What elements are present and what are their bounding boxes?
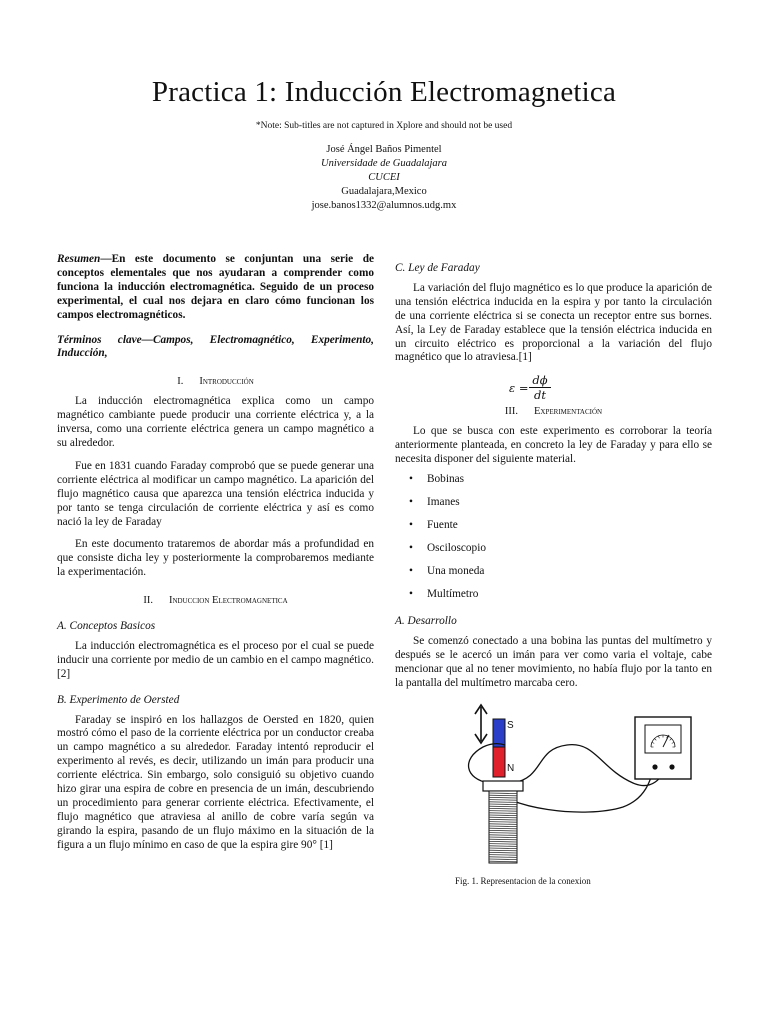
equation-fraction [529,373,551,402]
figure-caption: Fig. 1. Representacion de la conexion [455,876,591,887]
section-heading-1: I. Introducción [177,376,254,388]
conceptos-paragraph: La inducción electromagnética es el proceso por el cual se puede inducir una corriente por medio de un cambio en el campo magnético. [2] [57,639,374,680]
magnet-s-label: S [507,719,514,731]
abstract [57,253,374,323]
list-item: • Imanes [409,495,460,508]
subsection-heading-a: A. Conceptos Basicos [57,620,156,633]
section-heading-2: II. Induccion Electromagnetica [143,595,288,607]
faraday-paragraph: La variación del flujo magnético es lo que produce la aparición de una tensión eléctrica inducida en la espira y por tanto la circulación de una corriente eléctrica si se conecta un receptor entre sus bornes. Así, la Ley de Faraday establece que la tensión eléctrica inducida en un circuito eléctrico es proporcional a la variación del flujo magnético que lo atraviesa.[1] [395,281,712,364]
author-block [0,143,768,213]
affiliation-center: CUCEI [368,172,400,183]
intro-paragraph-1: La inducción electromagnética explica como un campo magnético cambiante puede producir una corriente eléctrica y, a la inversa, como una corriente eléctrica genera un campo magnético a su alrededor. [57,395,374,449]
left-column [57,253,374,853]
subsection-heading-desarrollo: A. Desarrollo [395,614,457,627]
list-item: • Fuente [409,518,458,531]
equation-lhs: ε = [509,381,529,396]
keywords-label: Términos clave [57,333,142,346]
abstract-label: Resumen [57,253,101,265]
right-column [395,262,712,887]
abstract-text: —En este documento se conjuntan una serie de conceptos elementales que nos ayudaran a comprender como funciona la inducción electromagnética. Seguido de un proceso experimental, el cual nos dejara en claro cómo funcionan los campos electromagnéticos. [57,253,374,321]
intro-paragraph-3: En este documento trataremos de abordar más a profundidad en que consiste dicha ley y posteriormente la comprobaremos mediante la experimentación. [57,538,374,579]
paper-title: Practica 1: Inducción Electromagnetica [151,76,617,108]
magnet-north-pole [493,747,505,777]
subsection-heading-b: B. Experimento de Oersted [57,693,180,706]
multimeter-icon [635,717,691,779]
motion-arrow-icon [475,705,487,743]
author-name: José Ángel Baños Pimentel [326,144,442,155]
magnet-n-label: N [507,762,515,774]
figure-connection-diagram [455,699,695,887]
subtitle-note: *Note: Sub-titles are not captured in Xplore and should not be used [255,121,513,131]
subsection-heading-c: C. Ley de Faraday [395,262,480,274]
section-heading-3: III. Experimentación [504,406,603,418]
desarrollo-paragraph: Se comenzó conectado a una bobina las puntas del multímetro y después se le acercó un imán para ver como varia el voltaje, cabe mencionar que al no tener movimiento, no había flujo por la tanto en la pantalla del multímetro marcaba cero. [395,634,712,689]
author-email: jose.banos1332@alumnos.udg.mx [311,200,457,211]
magnet-south-pole [493,719,505,747]
connection-diagram [455,699,695,867]
list-item: • Una moneda [409,564,485,577]
author-location: Guadalajara,Mexico [341,186,427,197]
oersted-paragraph: Faraday se inspiró en los hallazgos de Oersted en 1820, quien mostró cómo el paso de la corriente eléctrica por un conductor creaba un campo magnético a su alrededor. Faraday intentó reproducir el experimento al revés, es decir, utilizando un imán para producir una corriente eléctrica. Sin embargo, solo consiguió su objetivo cuando hizo girar una espira de cobre en presencia de un imán, descubriendo un procedimiento para generar corriente eléctrica. Efectivamente, el flujo magnético que atraviesa al anillo de cobre varía según va girando la espira, pasando de un flujo máximo en la situación de la figura a un flujo mínimo en caso de que la espira gire 90° [1] [57,713,374,851]
list-item: • Osciloscopio [409,541,486,554]
keywords-text: —Campos, Electromagnético, Experimento, Inducción, [57,333,375,360]
coil-cap [483,781,523,791]
equation-numerator: dϕ [529,373,551,388]
faraday-equation [395,373,712,403]
keywords [57,334,374,362]
intro-paragraph-2: Fue en 1831 cuando Faraday comprobó que se puede generar una corriente eléctrica al modificar un campo magnético. La aparición del flujo magnético causa que aparezca una tensión eléctrica inducida y por tanto se tenga circulación de corriente eléctrica y así es como nació la ley de Faraday [57,459,374,528]
affiliation-university: Universidade de Guadalajara [321,158,447,169]
materials-list [395,473,712,611]
experiment-paragraph: Lo que se busca con este experimento es corroborar la teoría anteriormente planteada, en concreto la ley de Faraday y para ello se necesita disponer del siguiente material. [395,425,712,466]
coil-body [489,791,517,863]
list-item: • Bobinas [409,472,465,485]
list-item: • Multímetro [409,587,479,600]
equation-denominator: dt [534,388,546,403]
